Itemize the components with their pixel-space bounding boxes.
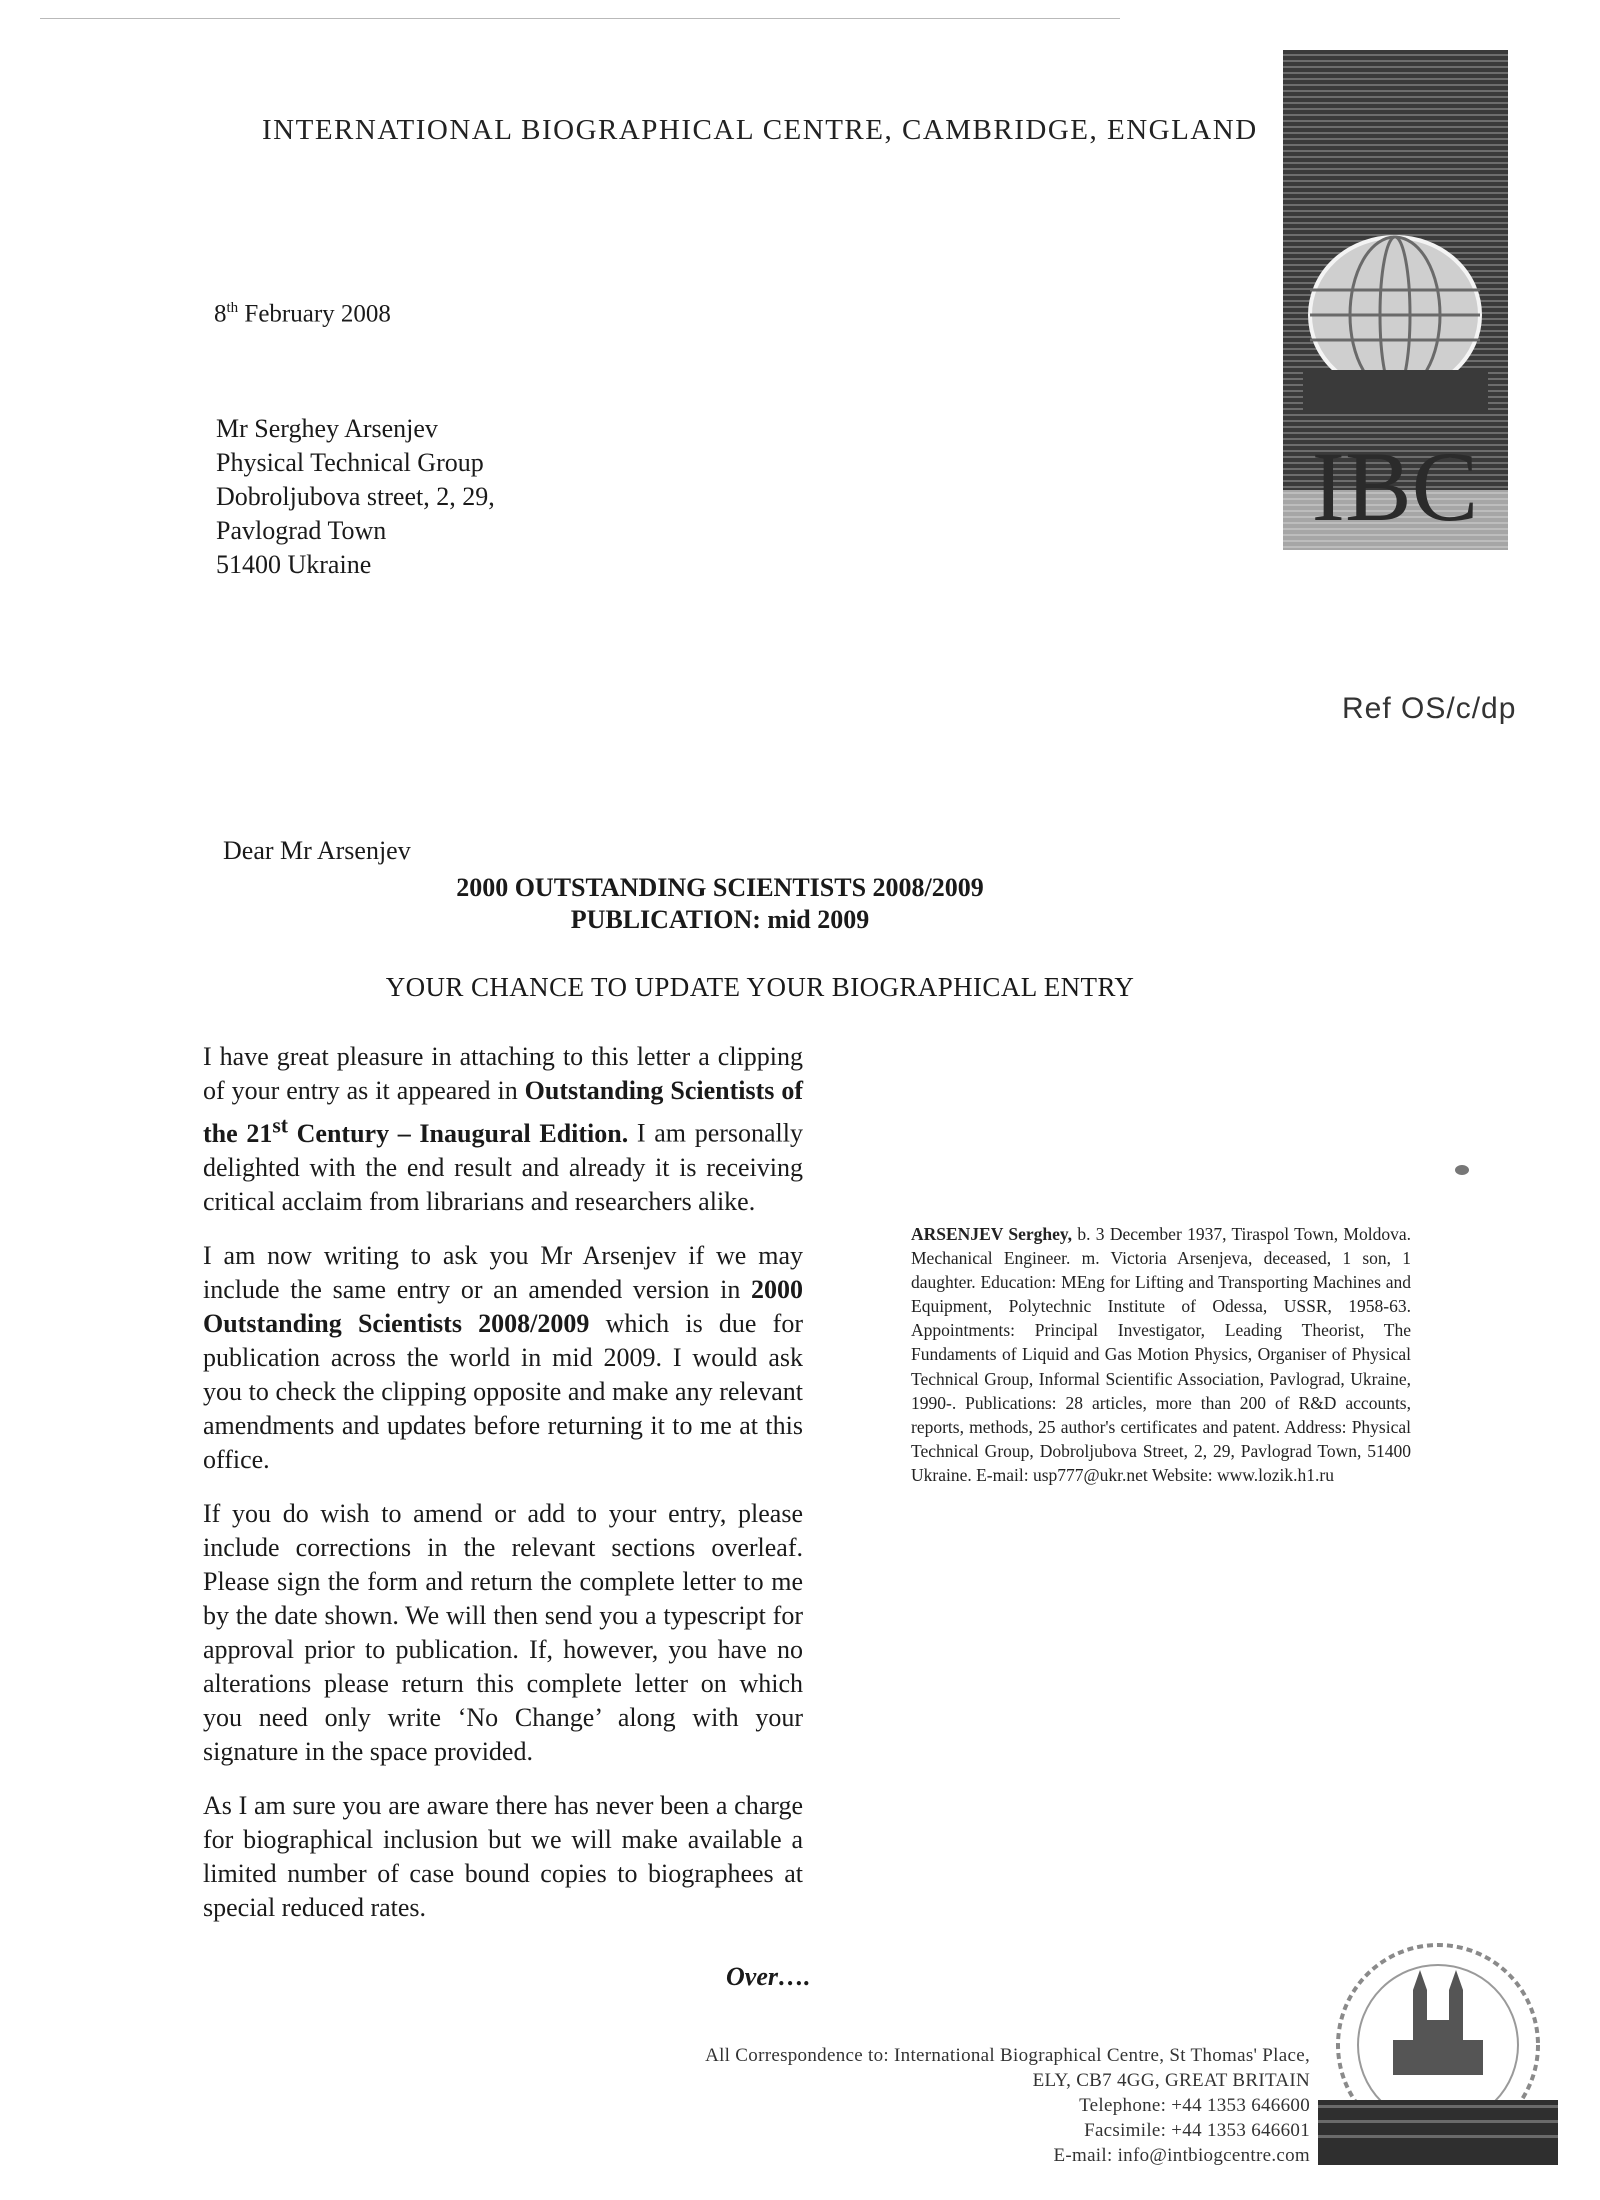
body-paragraph: If you do wish to amend or add to your entry, please include corrections in the relevant sections overleaf. Please sign the form and return the complete letter to me by the date shown. We will then send you a typescript for approval prior to publication. If, however, you have no alterations please return this complete letter on which you need only write ‘No Change’ along with your signature in the space provided. xyxy=(203,1498,803,1766)
seal-stamp xyxy=(1318,1930,1558,2165)
clipping-text: b. 3 December 1937, Tiraspol Town, Moldova. Mechanical Engineer. m. Victoria Arsenjeva, deceased, 1 son, 1 daughter. Education: MEng for Lifting and Transporting Machines and Equipment, Polytechnic Institute of Odessa, USSR, 1958-63. Appointments: Principal Investigator, Leading Theorist, The Fundaments of Liquid and Gas Motion Physics, Organiser of Physical Technical Group, Informal Scientific Association, Pavlograd, Ukraine, 1990-. Publications: 28 articles, more than 200 of R&D accounts, reports, methods, 25 author's certificates and patent. Address: Physical Technical Group, Dobroljubova Street, 2, 29, Pavlograd Town, 51400 Ukraine. E-mail: usp777@ukr.net Website: www.lozik.h1.ru xyxy=(911,1224,1412,1485)
reference-number: Ref OS/c/dp xyxy=(1342,692,1517,725)
clipping-name: ARSENJEV Serghey, xyxy=(911,1224,1073,1244)
letter-body xyxy=(203,1040,803,1945)
recipient-line: Dobroljubova street, 2, 29, xyxy=(216,482,495,511)
cathedral-icon xyxy=(1393,1970,1483,2075)
recipient-line: Physical Technical Group xyxy=(216,448,484,477)
body-paragraph: I am now writing to ask you Mr Arsenjev if we may include the same entry or an amended version in 2000 Outstanding Scientists 2008/2009 which is due for publication across the world in mid 2009. I would ask you to check the clipping opposite and make any relevant amendments and updates before returning it to me at this office. xyxy=(203,1240,803,1474)
publication-heading xyxy=(330,872,1110,936)
date-day: 8 xyxy=(214,300,227,328)
telephone: Telephone: +44 1353 646600 xyxy=(1079,2095,1310,2116)
salutation: Dear Mr Arsenjev xyxy=(223,836,411,865)
email: E-mail: info@intbiogcentre.com xyxy=(1053,2145,1310,2166)
top-rule xyxy=(40,18,1120,19)
date-suffix: th xyxy=(226,300,239,316)
ibc-logo xyxy=(1283,50,1508,590)
correspondence-line: All Correspondence to: International Biographical Centre, St Thomas' Place, xyxy=(705,2045,1310,2066)
body-paragraph: I have great pleasure in attaching to this letter a clipping of your entry as it appeared in Outstanding Scientists of the 21st Century – Inaugural Edition. I am personally delighted with the end result and already it is receiving critical acclaim from librarians and researchers alike. xyxy=(203,1042,803,1216)
letter-date xyxy=(214,300,391,328)
publication-title: 2000 OUTSTANDING SCIENTISTS 2008/2009 xyxy=(456,873,984,902)
letterhead: INTERNATIONAL BIOGRAPHICAL CENTRE, CAMBRIDGE, ENGLAND xyxy=(262,114,1258,146)
book-title: Outstanding Scientists of the 21st Century – Inaugural Edition. xyxy=(203,1076,803,1148)
correspondence-address xyxy=(620,2043,1310,2168)
date-rest: February 2008 xyxy=(238,300,391,328)
correspondence-line: ELY, CB7 4GG, GREAT BRITAIN xyxy=(1032,2070,1310,2091)
ibc-logo-text: IBC xyxy=(1311,431,1479,542)
recipient-line: Mr Serghey Arsenjev xyxy=(216,414,438,443)
stray-mark xyxy=(1455,1165,1469,1175)
update-entry-heading: YOUR CHANCE TO UPDATE YOUR BIOGRAPHICAL ENTRY xyxy=(385,972,1135,1002)
book-title: 2000 Outstanding Scientists 2008/2009 xyxy=(203,1274,803,1338)
over-label: Over…. xyxy=(726,1962,811,1991)
recipient-address xyxy=(216,412,495,582)
recipient-line: Pavlograd Town xyxy=(216,516,387,545)
publication-date: PUBLICATION: mid 2009 xyxy=(570,905,870,934)
entry-clipping xyxy=(911,1222,1411,1487)
body-paragraph: As I am sure you are aware there has never been a charge for biographical inclusion but we will make available a limited number of case bound copies to biographees at special reduced rates. xyxy=(203,1790,803,1922)
globe-icon xyxy=(1303,237,1488,410)
facsimile: Facsimile: +44 1353 646601 xyxy=(1084,2120,1310,2141)
recipient-line: 51400 Ukraine xyxy=(216,550,372,579)
